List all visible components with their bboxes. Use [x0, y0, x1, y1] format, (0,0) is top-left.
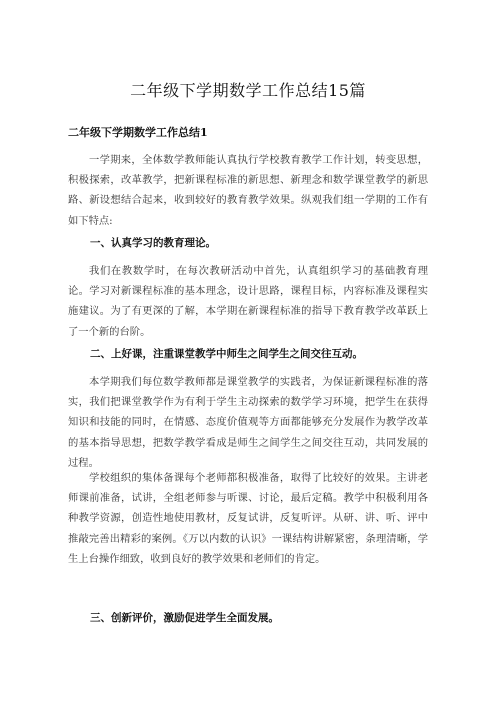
- intro-paragraph: 一学期来，全体数学教师能认真执行学校教育教学工作计划，转变思想，积极探索，改革教学，把新课程标准的新思想、新理念和数学课堂教学的新思路、新设想结合起来，收到较好的教育教学效果。纵观我们组一学期的工作有如下特点:: [68, 154, 428, 227]
- heading-1: 一、认真学习的教育理论。: [90, 237, 216, 249]
- section-title: 二年级下学期数学工作总结1: [68, 126, 208, 139]
- heading-2: 二、上好课，注重课堂教学中师生之间学生之间交往互动。: [90, 348, 363, 360]
- paragraph-1: 我们在教数学时，在每次教研活动中首先，认真组织学习的基础教育理论。学习对新课程标准的基本理念，设计思路，课程目标，内容标准及课程实施建议。为了有更深的了解，本学期在新课程标准的指导下教育教学改革跃上了一个新的台阶。: [68, 265, 428, 338]
- paragraph-3: 学校组织的集体备课每个老师都积极准备，取得了比较好的效果。主讲老师课前准备，试讲，全组老师参与听课、讨论，最后定稿。教学中积极利用各种教学资源，创造性地使用教材，反复试讲，反复听评。从研、讲、听、评中推敲完善出精彩的案例。《万以内数的认识》一课结构讲解紧密，条理清晰，学生上台操作细致，收到良好的教学效果和老师们的肯定。: [68, 472, 428, 565]
- heading-3: 三、创新评价，激励促进学生全面发展。: [90, 612, 279, 624]
- document-title: 二年级下学期数学工作总结15篇: [130, 81, 366, 100]
- paragraph-2: 本学期我们每位数学教师都是课堂教学的实践者，为保证新课程标准的落实，我们把课堂教学作为有利于学生主动探索的数学学习环境，把学生在获得知识和技能的同时，在情感、态度价值观等方面都能够充分发展作为教学改革的基本指导思想，把数学教学看成是师生之间学生之间交往互动，共同发展的过程。: [68, 376, 428, 469]
